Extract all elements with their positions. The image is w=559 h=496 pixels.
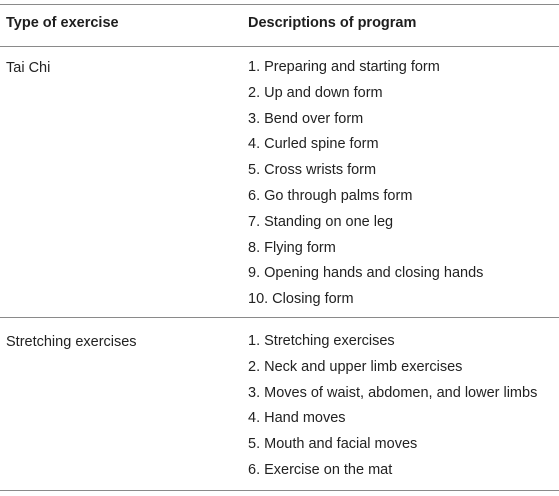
header-descriptions-of-program: Descriptions of program (248, 15, 417, 31)
list-item: 3. Bend over form (248, 110, 364, 127)
stretching-program-list (248, 329, 537, 484)
header-type-of-exercise: Type of exercise (6, 15, 119, 31)
table-bottom-rule (0, 490, 559, 491)
list-item: 9. Opening hands and closing hands (248, 265, 484, 282)
list-item: 6. Exercise on the mat (248, 461, 393, 478)
list-item: 4. Curled spine form (248, 136, 379, 153)
header-rule (0, 46, 559, 47)
list-item: 10. Closing form (248, 291, 354, 308)
list-item: 1. Stretching exercises (248, 333, 395, 349)
row-type-stretching-exercises: Stretching exercises (6, 334, 137, 350)
list-item: 4. Hand moves (248, 410, 346, 427)
group-divider-rule (0, 317, 559, 318)
list-item: 5. Cross wrists form (248, 162, 377, 179)
list-item: 8. Flying form (248, 239, 336, 256)
list-item: 1. Preparing and starting form (248, 59, 440, 75)
list-item: 2. Up and down form (248, 84, 383, 101)
list-item: 2. Neck and upper limb exercises (248, 358, 463, 375)
tai-chi-program-list (248, 55, 483, 313)
row-type-tai-chi: Tai Chi (6, 60, 51, 76)
list-item: 3. Moves of waist, abdomen, and lower limbs (248, 384, 538, 401)
list-item: 7. Standing on one leg (248, 213, 394, 230)
list-item: 5. Mouth and facial moves (248, 436, 418, 453)
list-item: 6. Go through palms form (248, 187, 413, 204)
table-top-rule (0, 4, 559, 5)
